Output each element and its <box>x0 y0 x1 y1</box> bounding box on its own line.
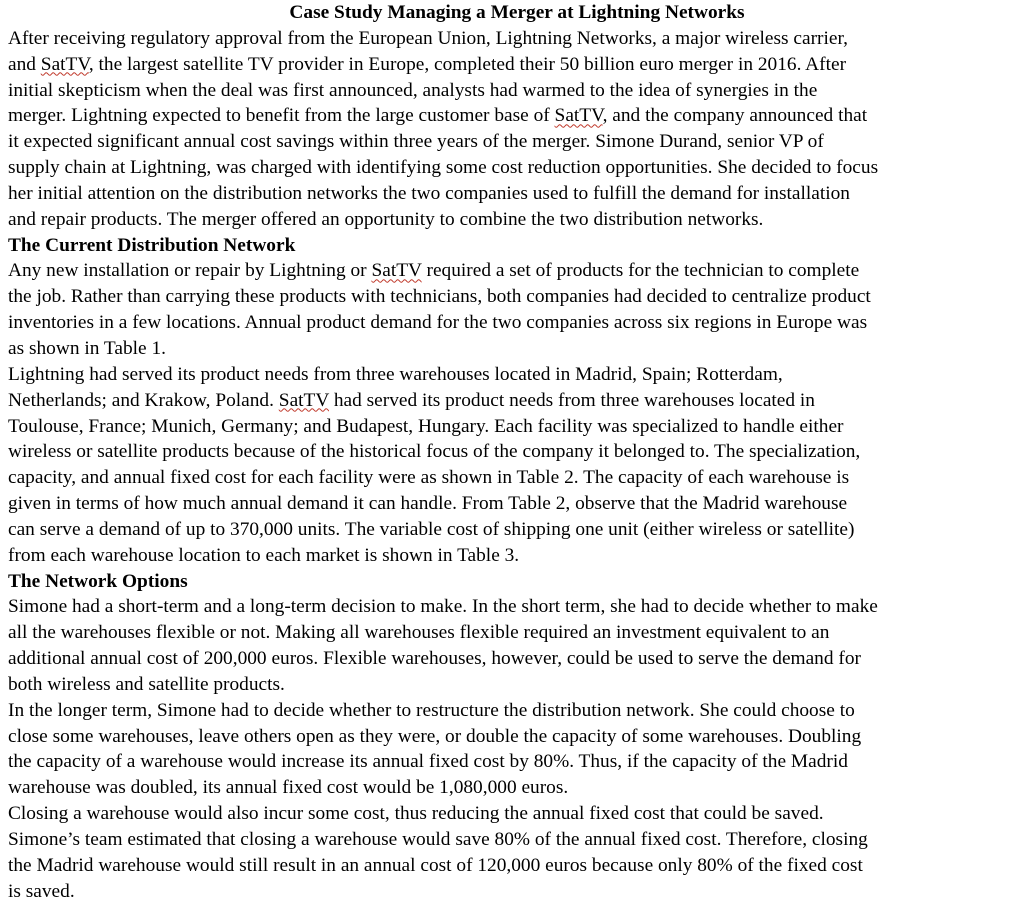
text-line: all the warehouses flexible or not. Making all warehouses flexible required an investment equivalent to an <box>8 622 830 644</box>
text-line: initial skepticism when the deal was first announced, analysts had warmed to the idea of synergies in the <box>8 79 818 101</box>
text-line: merger. Lightning expected to benefit from the large customer base of SatTV, and the company announced that <box>8 105 868 127</box>
text-line: the job. Rather than carrying these products with technicians, both companies had decided to centralize product <box>8 286 871 308</box>
text-line: wireless or satellite products because of the historical focus of the company it belonged to. The specialization, <box>8 441 861 463</box>
text-line: and SatTV, the largest satellite TV provider in Europe, completed their 50 billion euro merger in 2016. After <box>8 53 847 75</box>
spellcheck-flag: SatTV <box>371 260 422 282</box>
document <box>8 0 1020 905</box>
text-line: the capacity of a warehouse would increase its annual fixed cost by 80%. Thus, if the capacity of the Madrid <box>8 751 848 773</box>
text-line: and repair products. The merger offered an opportunity to combine the two distribution networks. <box>8 208 764 230</box>
text-line: given in terms of how much annual demand it can handle. From Table 2, observe that the Madrid warehouse <box>8 493 848 515</box>
text-line: the Madrid warehouse would still result in an annual cost of 120,000 euros because only 80% of the fixed cost <box>8 854 863 876</box>
text-line: Simone had a short-term and a long-term decision to make. In the short term, she had to decide whether to make <box>8 596 878 618</box>
text-line: Closing a warehouse would also incur some cost, thus reducing the annual fixed cost that could be saved. <box>8 803 824 825</box>
spellcheck-flag: SatTV <box>40 53 89 75</box>
text-line: Netherlands; and Krakow, Poland. SatTV had served its product needs from three warehouses located in <box>8 389 815 411</box>
section-heading-current-network: The Current Distribution Network <box>8 234 296 256</box>
text-line: After receiving regulatory approval from the European Union, Lightning Networks, a major wireless carrier, <box>8 27 848 49</box>
spellcheck-flag: SatTV <box>554 105 603 127</box>
text-line: Toulouse, France; Munich, Germany; and Budapest, Hungary. Each facility was specialized to handle either <box>8 415 844 437</box>
document-body <box>8 26 1020 905</box>
text-line: both wireless and satellite products. <box>8 673 285 695</box>
text-line: her initial attention on the distribution networks the two companies used to fulfill the demand for installation <box>8 182 850 204</box>
text-line: inventories in a few locations. Annual product demand for the two companies across six regions in Europe was <box>8 312 868 334</box>
text-line: it expected significant annual cost savings within three years of the merger. Simone Durand, senior VP of <box>8 131 824 153</box>
text-line: In the longer term, Simone had to decide whether to restructure the distribution network. She could choose to <box>8 699 855 721</box>
text-line: Simone’s team estimated that closing a warehouse would save 80% of the annual fixed cost. Therefore, closing <box>8 829 868 850</box>
text-line: can serve a demand of up to 370,000 units. The variable cost of shipping one unit (either wireless or satellite) <box>8 518 855 540</box>
spellcheck-flag: SatTV <box>278 389 329 411</box>
section-heading-network-options: The Network Options <box>8 570 188 592</box>
page-title: Case Study Managing a Merger at Lightning Networks <box>289 2 745 23</box>
text-line: from each warehouse location to each market is shown in Table 3. <box>8 544 520 566</box>
text-line: warehouse was doubled, its annual fixed cost would be 1,080,000 euros. <box>8 777 569 799</box>
text-line: close some warehouses, leave others open as they were, or double the capacity of some warehouses. Doubling <box>8 725 862 747</box>
text-line: capacity, and annual fixed cost for each facility were as shown in Table 2. The capacity of each warehouse is <box>8 467 850 489</box>
text-line: Any new installation or repair by Lightning or SatTV required a set of products for the technician to complete <box>8 260 860 282</box>
text-line: Lightning had served its product needs from three warehouses located in Madrid, Spain; Rotterdam, <box>8 363 783 385</box>
text-line: is saved. <box>8 880 75 902</box>
text-line: supply chain at Lightning, was charged with identifying some cost reduction opportunities. She decided to focus <box>8 157 879 179</box>
text-line: as shown in Table 1. <box>8 337 166 359</box>
text-line: additional annual cost of 200,000 euros. Flexible warehouses, however, could be used to serve the demand for <box>8 648 861 670</box>
